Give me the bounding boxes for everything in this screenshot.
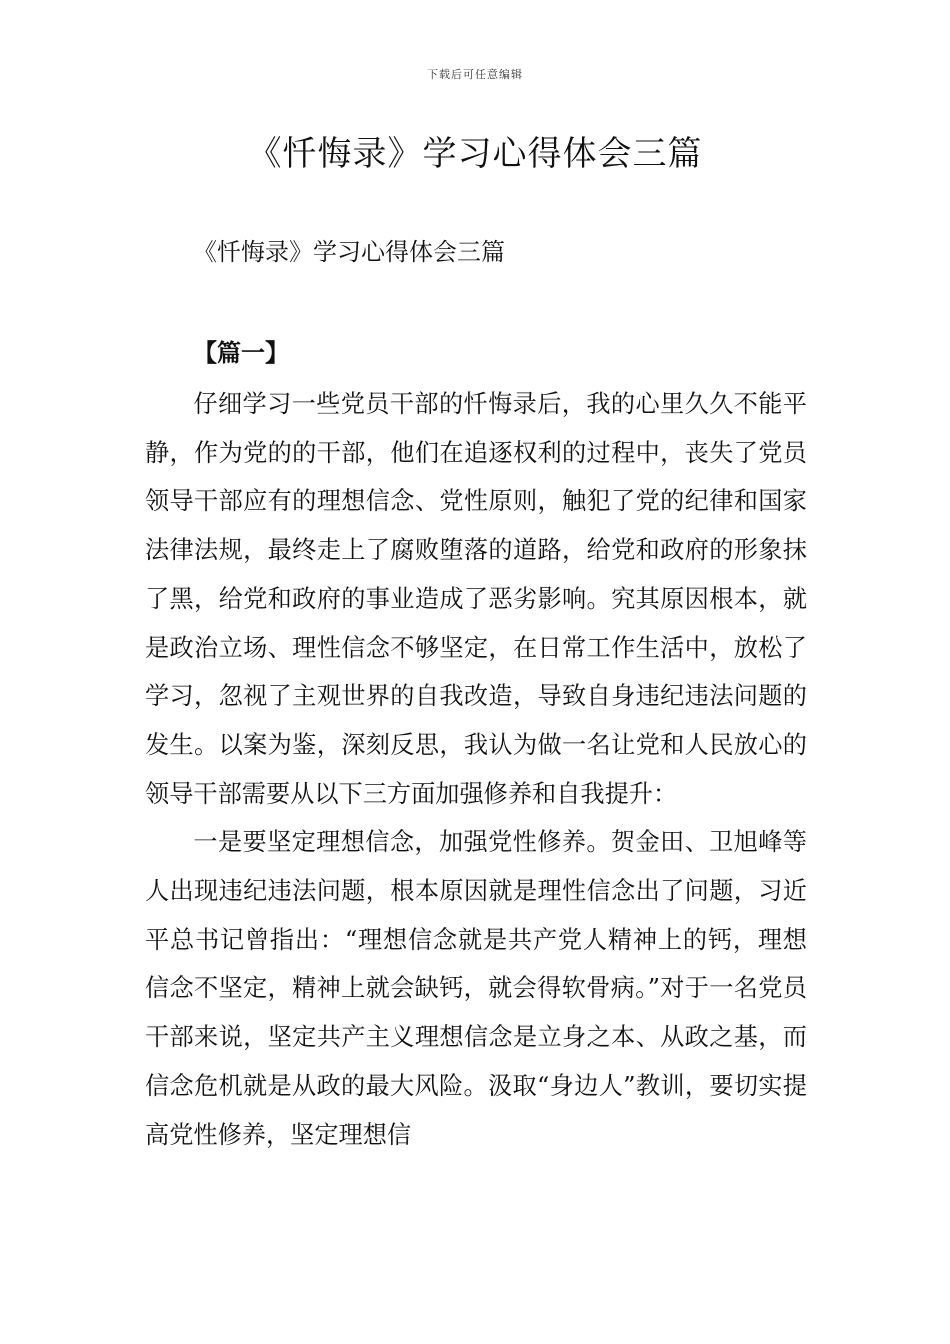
document-title: 《忏悔录》学习心得体会三篇: [247, 134, 703, 174]
paragraph-1: 仔细学习一些党员干部的忏悔录后，我的心里久久不能平静，作为党的的干部，他们在追逐权利的过程中，丧失了党员领导干部应有的理想信念、党性原则，触犯了党的纪律和国家法律法规，最终走上了腐败堕落的道路，给党和政府的形象抹了黑，给党和政府的事业造成了恶劣影响。究其原因根本，就是政治立场、理性信念不够坚定，在日常工作生活中，放松了学习，忽视了主观世界的自我改造，导致自身违纪违法问题的发生。以案为鉴，深刻反思，我认为做一名让党和人民放心的领导干部需要从以下三方面加强修养和自我提升：: [145, 390, 807, 808]
section-heading: 【篇一】: [193, 338, 289, 367]
body-text: [145, 380, 807, 1159]
paragraph-2: 一是要坚定理想信念，加强党性修养。贺金田、卫旭峰等人出现违纪违法问题，根本原因就是理性信念出了问题，习近平总书记曾指出：“理想信念就是共产党人精神上的钙，理想信念不坚定，精神上就会缺钙，就会得软骨病。”对于一名党员干部来说，坚定共产主义理想信念是立身之本、从政之基，而信念危机就是从政的最大风险。汲取“身边人”教训，要切实提高党性修养，坚定理想信: [145, 828, 807, 1149]
header-note: 下载后可任意编辑: [427, 68, 523, 81]
document-subtitle: 《忏悔录》学习心得体会三篇: [193, 238, 505, 266]
